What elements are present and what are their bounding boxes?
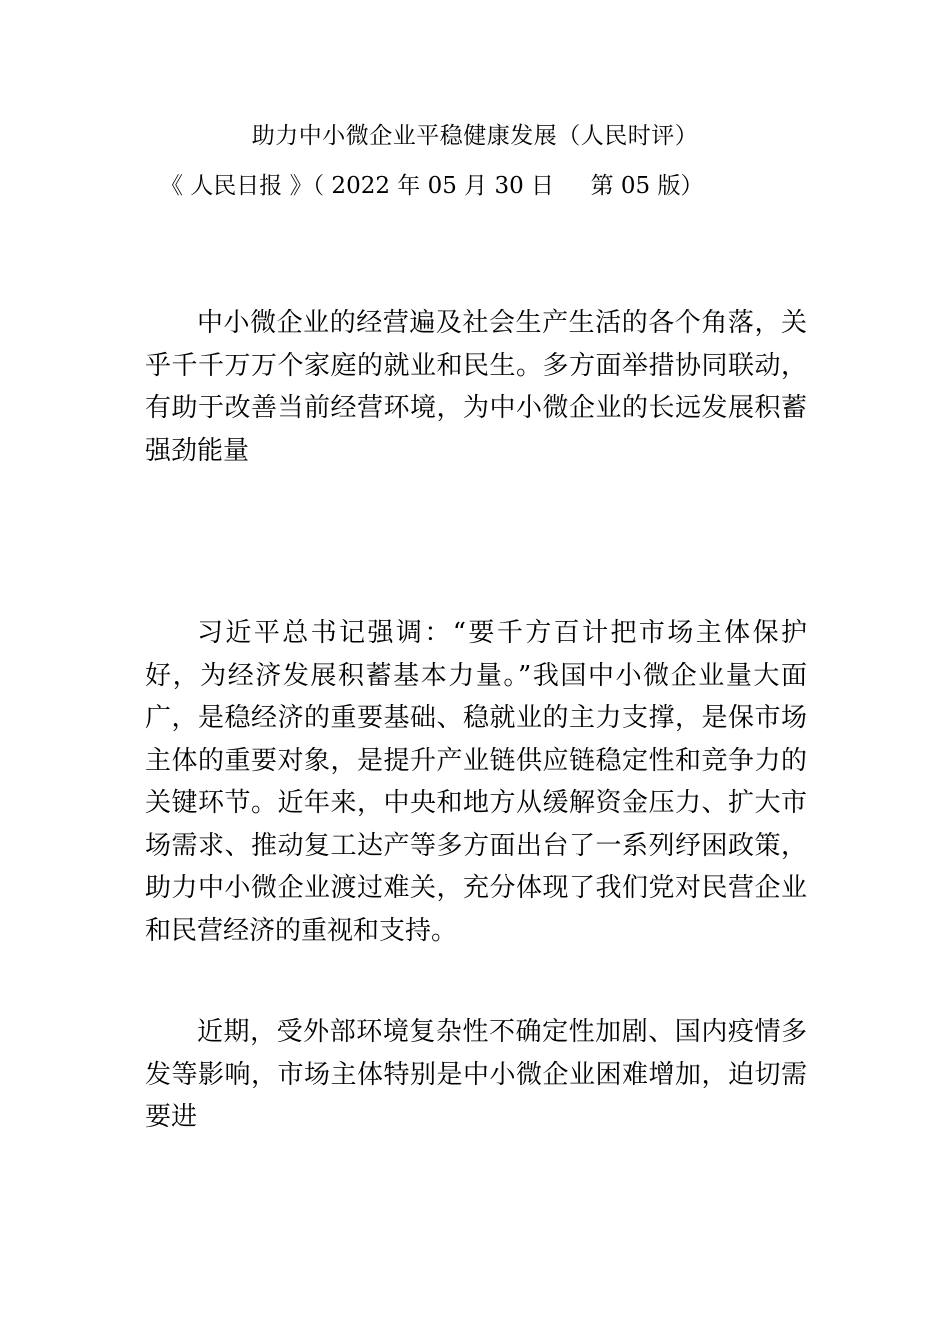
article-title: 助力中小微企业平稳健康发展（人民时评）	[251, 123, 699, 149]
article-source-line: 《 人民日报 》（ 2022 年 05 月 30 日 第 05 版）	[160, 173, 704, 199]
paragraph-body-2: 近期，受外部环境复杂性不确定性加剧、国内疫情多发等影响，市场主体特别是中小微企业困难增加，迫切需要进	[145, 1017, 807, 1132]
paragraph-body-1: 习近平总书记强调：“要千方百计把市场主体保护好，为经济发展积蓄基本力量。”我国中小微企业量大面广，是稳经济的重要基础、稳就业的主力支撑，是保市场主体的重要对象，是提升产业链供应链稳定性和竞争力的关键环节。近年来，中央和地方从缓解资金压力、扩大市场需求、推动复工达产等多方面出台了一系列纾困政策，助力中小微企业渡过难关，充分体现了我们党对民营企业和民营经济的重视和支持。	[145, 618, 807, 946]
paragraph-intro: 中小微企业的经营遍及社会生产生活的各个角落，关乎千千万万个家庭的就业和民生。多方面举措协同联动，有助于改善当前经营环境，为中小微企业的长远发展积蓄强劲能量	[145, 308, 807, 466]
